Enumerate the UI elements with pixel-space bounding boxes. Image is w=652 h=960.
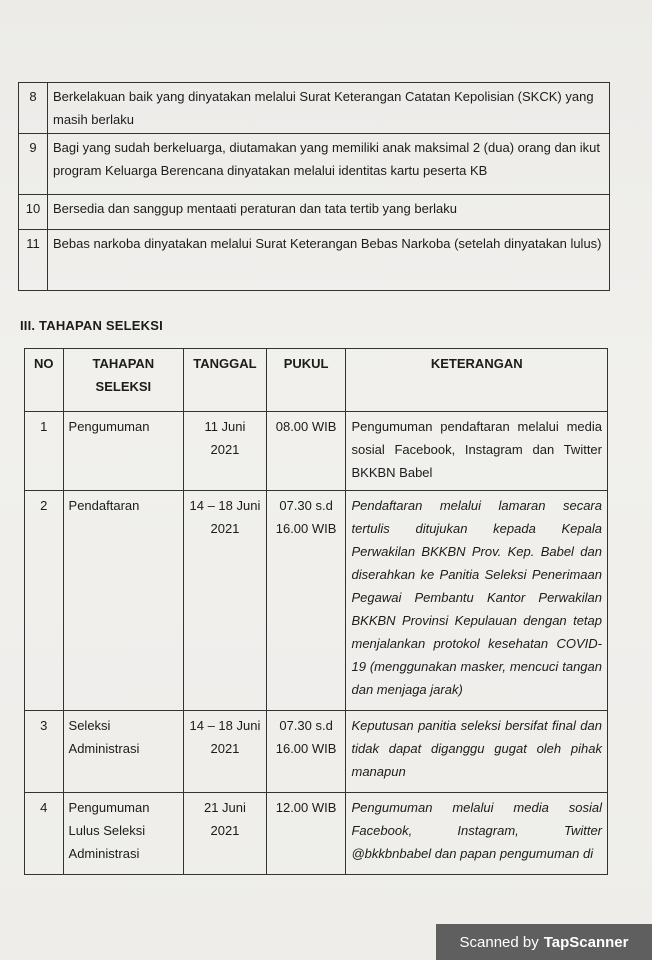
table-row (19, 134, 610, 195)
cell-pukul: 12.00 WIB (266, 793, 346, 875)
table-row (19, 230, 610, 291)
requirement-number: 8 (19, 83, 48, 134)
cell-pukul: 07.30 s.d 16.00 WIB (266, 711, 346, 793)
cell-keterangan: Pendaftaran melalui lamaran secara tertulis ditujukan kepada Kepala Perwakilan BKKBN Prov. Kep. Babel dan diserahkan ke Panitia Seleksi Penerimaan Pegawai Pembantu Kantor Perwakilan BKKBN Provinsi Kepulauan dengan tetap menjalankan protokol kesehatan COVID-19 (menggunakan masker, mencuci tangan dan menjaga jarak) (346, 491, 608, 711)
cell-keterangan: Pengumuman pendaftaran melalui media sosial Facebook, Instagram dan Twitter BKKBN Babel (346, 412, 608, 491)
cell-tahapan: Pendaftaran (63, 491, 184, 711)
cell-no: 4 (25, 793, 64, 875)
requirement-number: 11 (19, 230, 48, 291)
requirement-text: Bersedia dan sanggup mentaati peraturan dan tata tertib yang berlaku (48, 195, 610, 230)
header-no: NO (25, 349, 64, 412)
table-row (25, 412, 608, 491)
selection-stages-table (24, 348, 608, 875)
cell-pukul: 07.30 s.d 16.00 WIB (266, 491, 346, 711)
header-keterangan: KETERANGAN (346, 349, 608, 412)
cell-no: 3 (25, 711, 64, 793)
cell-keterangan: Pengumuman melalui media sosial Facebook, Instagram, Twitter @bkkbnbabel dan papan pengumuman di (346, 793, 608, 875)
section-title: III. TAHAPAN SELEKSI (20, 318, 163, 333)
cell-keterangan: Keputusan panitia seleksi bersifat final dan tidak dapat diganggu gugat oleh pihak manapun (346, 711, 608, 793)
table-row (19, 83, 610, 134)
watermark-brand: TapScanner (543, 933, 629, 951)
table-row (25, 711, 608, 793)
requirement-number: 9 (19, 134, 48, 195)
header-tahapan: TAHAPAN SELEKSI (63, 349, 184, 412)
cell-tahapan: Pengumuman Lulus Seleksi Administrasi (63, 793, 184, 875)
requirement-text: Bagi yang sudah berkeluarga, diutamakan yang memiliki anak maksimal 2 (dua) orang dan ikut program Keluarga Berencana dinyatakan melalui identitas kartu peserta KB (48, 134, 610, 195)
cell-tanggal: 21 Juni 2021 (184, 793, 267, 875)
table-header-row (25, 349, 608, 412)
cell-tanggal: 14 – 18 Juni 2021 (184, 711, 267, 793)
cell-tanggal: 11 Juni 2021 (184, 412, 267, 491)
cell-no: 2 (25, 491, 64, 711)
requirement-text: Berkelakuan baik yang dinyatakan melalui Surat Keterangan Catatan Kepolisian (SKCK) yang masih berlaku (48, 83, 610, 134)
cell-tahapan: Seleksi Administrasi (63, 711, 184, 793)
cell-no: 1 (25, 412, 64, 491)
cell-tahapan: Pengumuman (63, 412, 184, 491)
cell-pukul: 08.00 WIB (266, 412, 346, 491)
header-tanggal: TANGGAL (184, 349, 267, 412)
table-row (19, 195, 610, 230)
scanner-watermark-badge (436, 924, 652, 960)
table-row (25, 491, 608, 711)
cell-tanggal: 14 – 18 Juni 2021 (184, 491, 267, 711)
requirements-table (18, 82, 610, 291)
watermark-prefix: Scanned by (459, 933, 539, 951)
table-row (25, 793, 608, 875)
header-pukul: PUKUL (266, 349, 346, 412)
requirement-number: 10 (19, 195, 48, 230)
requirement-text: Bebas narkoba dinyatakan melalui Surat Keterangan Bebas Narkoba (setelah dinyatakan lulus) (48, 230, 610, 291)
